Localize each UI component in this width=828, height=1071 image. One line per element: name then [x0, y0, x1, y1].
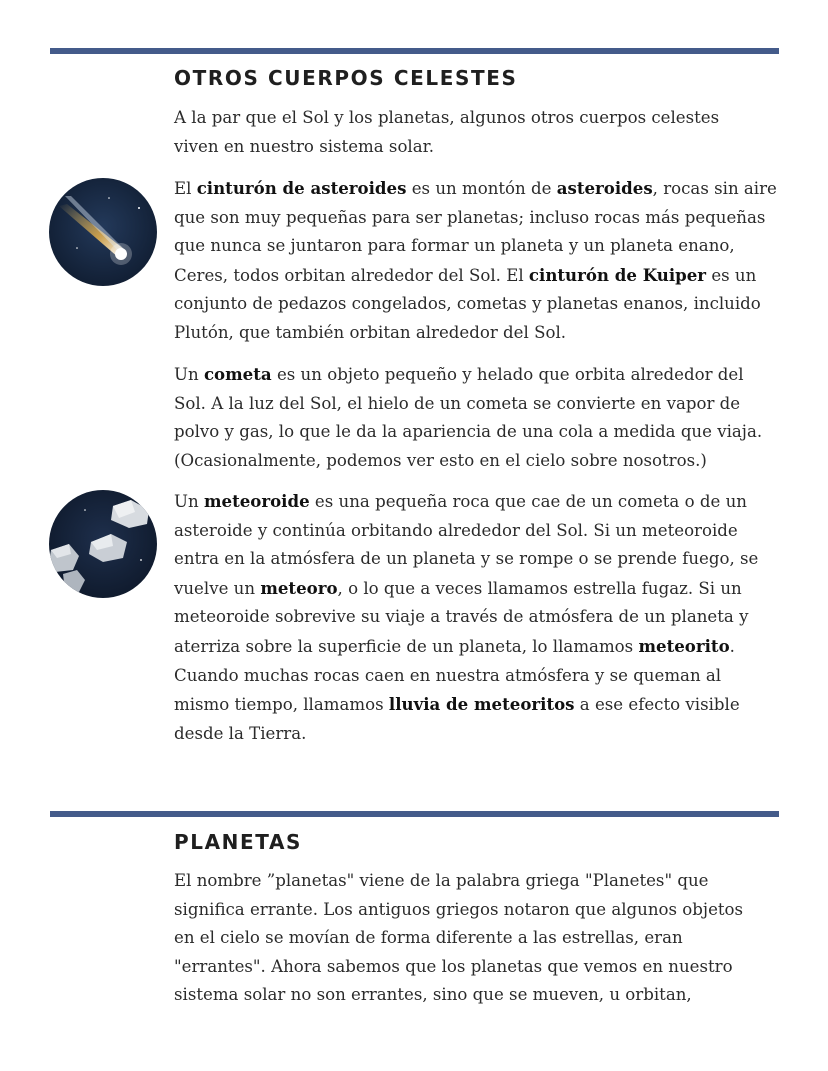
- comet-icon: [49, 178, 157, 286]
- section-heading-otros-cuerpos: OTROS CUERPOS CELESTES: [174, 66, 518, 90]
- term-lluvia-meteoritos: lluvia de meteoritos: [388, 694, 575, 715]
- planetas-paragraph: El nombre ”planetas" viene de la palabra griega "Planetes" que significa errante. Los antiguos griegos notaron que algunos objetos en el cielo se movían de forma diferente a las estrellas, eran "errantes". Ahora sabemos que los planetas que vemos en nuestro sistema solar no son errantes, sino que se mueven, u orbitan,: [174, 871, 744, 1005]
- term-asteroides: asteroides: [556, 178, 653, 198]
- term-cinturon-asteroides: cinturón de asteroides: [196, 178, 407, 198]
- term-cinturon-kuiper: cinturón de Kuiper: [528, 264, 707, 285]
- section-divider-2: [50, 811, 779, 817]
- asteroids-icon: [49, 490, 157, 598]
- section-heading-planetas: PLANETAS: [174, 830, 303, 854]
- asteroid-belt-paragraph: El cinturón de asteroides es un montón de asteroides, rocas sin aire que son muy pequeñas para ser planetas; incluso rocas más pequeñas que nunca se juntaron para formar un planeta y un planeta enano, Ceres, todos orbitan alrededor del Sol. El cinturón de Kuiper es un conjunto de pedazos congelados, cometas y planetas enanos, incluido Plutón, que también orbitan alrededor del Sol.: [174, 178, 777, 342]
- term-meteoroide: meteoroide: [203, 491, 310, 511]
- section-divider: [50, 48, 779, 54]
- term-cometa: cometa: [203, 364, 272, 384]
- term-meteorito: meteorito: [638, 635, 730, 656]
- comet-paragraph: Un cometa es un objeto pequeño y helado que orbita alrededor del Sol. A la luz del Sol, el hielo de un cometa se convierte en vapor de polvo y gas, lo que le da la apariencia de una cola a medida que viaja. (Ocasionalmente, podemos ver esto en el cielo sobre nosotros.): [174, 364, 763, 470]
- meteoroid-paragraph: Un meteoroide es una pequeña roca que cae de un cometa o de un asteroide y continúa orbitando alrededor del Sol. Si un meteoroide entra en la atmósfera de un planeta y se rompe o se prende fuego, se vuelve un meteoro, o lo que a veces llamamos estrella fugaz. Si un meteoroide sobrevive su viaje a través de atmósfera de un planeta y aterriza sobre la superficie de un planeta, lo llamamos meteorito. Cuando muchas rocas caen en nuestra atmósfera y se queman al mismo tiempo, llamamos lluvia de meteoritos a ese efecto visible desde la Tierra.: [174, 491, 759, 743]
- term-meteoro: meteoro: [260, 577, 338, 598]
- intro-paragraph: A la par que el Sol y los planetas, algunos otros cuerpos celestes viven en nuestro sistema solar.: [174, 108, 720, 156]
